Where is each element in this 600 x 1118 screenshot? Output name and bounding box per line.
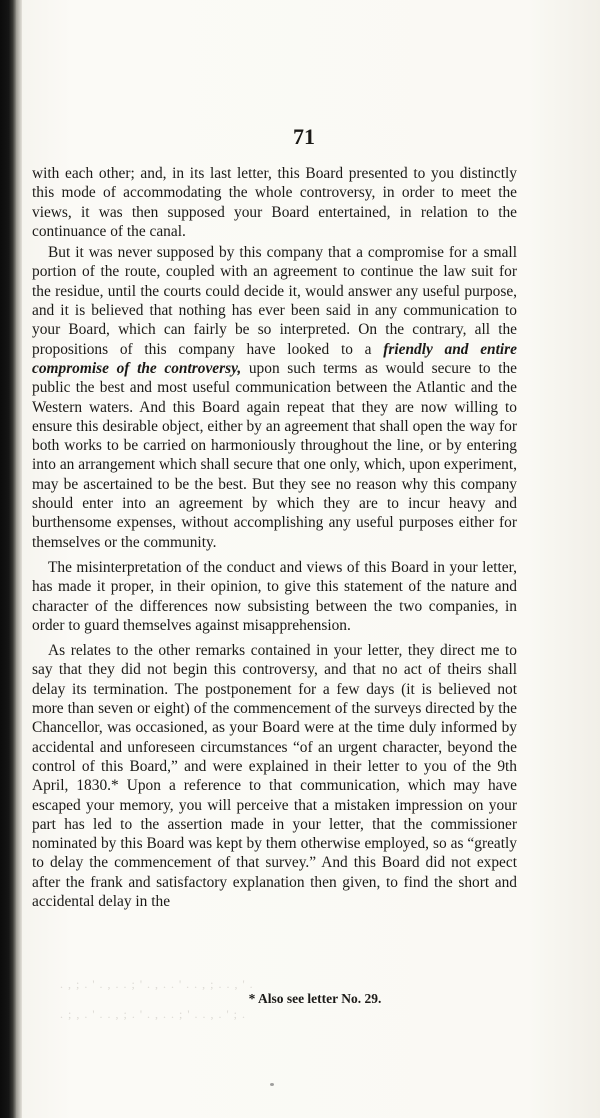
paragraph-2-text-b: upon such terms as would secure to the public the best and most useful communication between the Atlantic and the Western waters. And this Board again repeat that they are now willing to ensure this desirable object, either by an agreement that shall open the way for both works to be carried on harmoniously throughout the line, or by entering into an arrangement which shall secure that one only, which, upon experiment, may be ascertained to be the best. But they see no reason why this company should enter into an agreement by which they are to incur heavy and burthensome expenses, without accomplishing any useful purposes either for themselves or the community. — [32, 359, 517, 551]
bleed-through-text-lower: . ; , . ' . . , ; . ' . , . . ; ' . . , . ' ; . — [60, 1008, 246, 1020]
paragraph-3 — [32, 558, 517, 635]
paragraph-2-emphasis: friendly and entire compromise of the controversy, — [32, 340, 517, 377]
paragraph-2 — [32, 243, 517, 552]
page-number: 71 — [293, 124, 315, 149]
paragraph-1 — [32, 164, 517, 241]
paper-speck — [270, 1083, 274, 1086]
paragraph-4 — [32, 641, 517, 911]
footnote: * Also see letter No. 29. — [248, 991, 382, 1006]
paragraph-4-text: As relates to the other remarks contained in your letter, they direct me to say that they did not begin this controversy, and that no act of theirs shall delay its termination. The postponement for a few days (it is believed not more than seven or eight) of the commencement of the surveys directed by the Chancellor, was occasioned, as your Board were at the time duly informed by accidental and unforeseen circumstances “of an urgent character, beyond the control of this Board,” and were explained in their letter to you of the 9th April, 1830.* Upon a reference to that communication, which may have escaped your memory, you will perceive that a mistaken impression on your part has led to the assertion made in your letter, that the commissioner nominated by this Board was kept by them otherwise employed, so as “greatly to delay the commencement of that survey.” And this Board did not expect after the frank and satisfactory explanation then given, to find the short and accidental delay in the — [32, 642, 517, 910]
paragraph-1-text: with each other; and, in its last letter, this Board presented to you distinctly this mode of accommodating the whole controversy, in order to meet the views, it was then supposed your Board entertained, in relation to the continuance of the canal. — [32, 165, 517, 240]
bleed-through-text: . , ; . ' . , . . ; ' . , . . ' . . , ; . . , ' . — [60, 978, 254, 990]
book-binding-shadow — [0, 0, 16, 1118]
body-text — [32, 164, 517, 913]
paragraph-2-text-a: But it was never supposed by this company that a compromise for a small portion of the route, coupled with an agreement to continue the law suit for the residue, until the courts could decide it, would answer any useful purpose, and it is believed that nothing has ever been said in any communication to your Board, which can fairly be so interpreted. On the contrary, all the propositions of this company have looked to a — [32, 244, 517, 358]
page-gutter — [16, 0, 22, 1118]
paragraph-3-text: The misinterpretation of the conduct and views of this Board in your letter, has made it proper, in their opinion, to give this statement of the nature and character of the differences now subsisting between the two companies, in order to guard themselves against misapprehension. — [32, 558, 517, 634]
